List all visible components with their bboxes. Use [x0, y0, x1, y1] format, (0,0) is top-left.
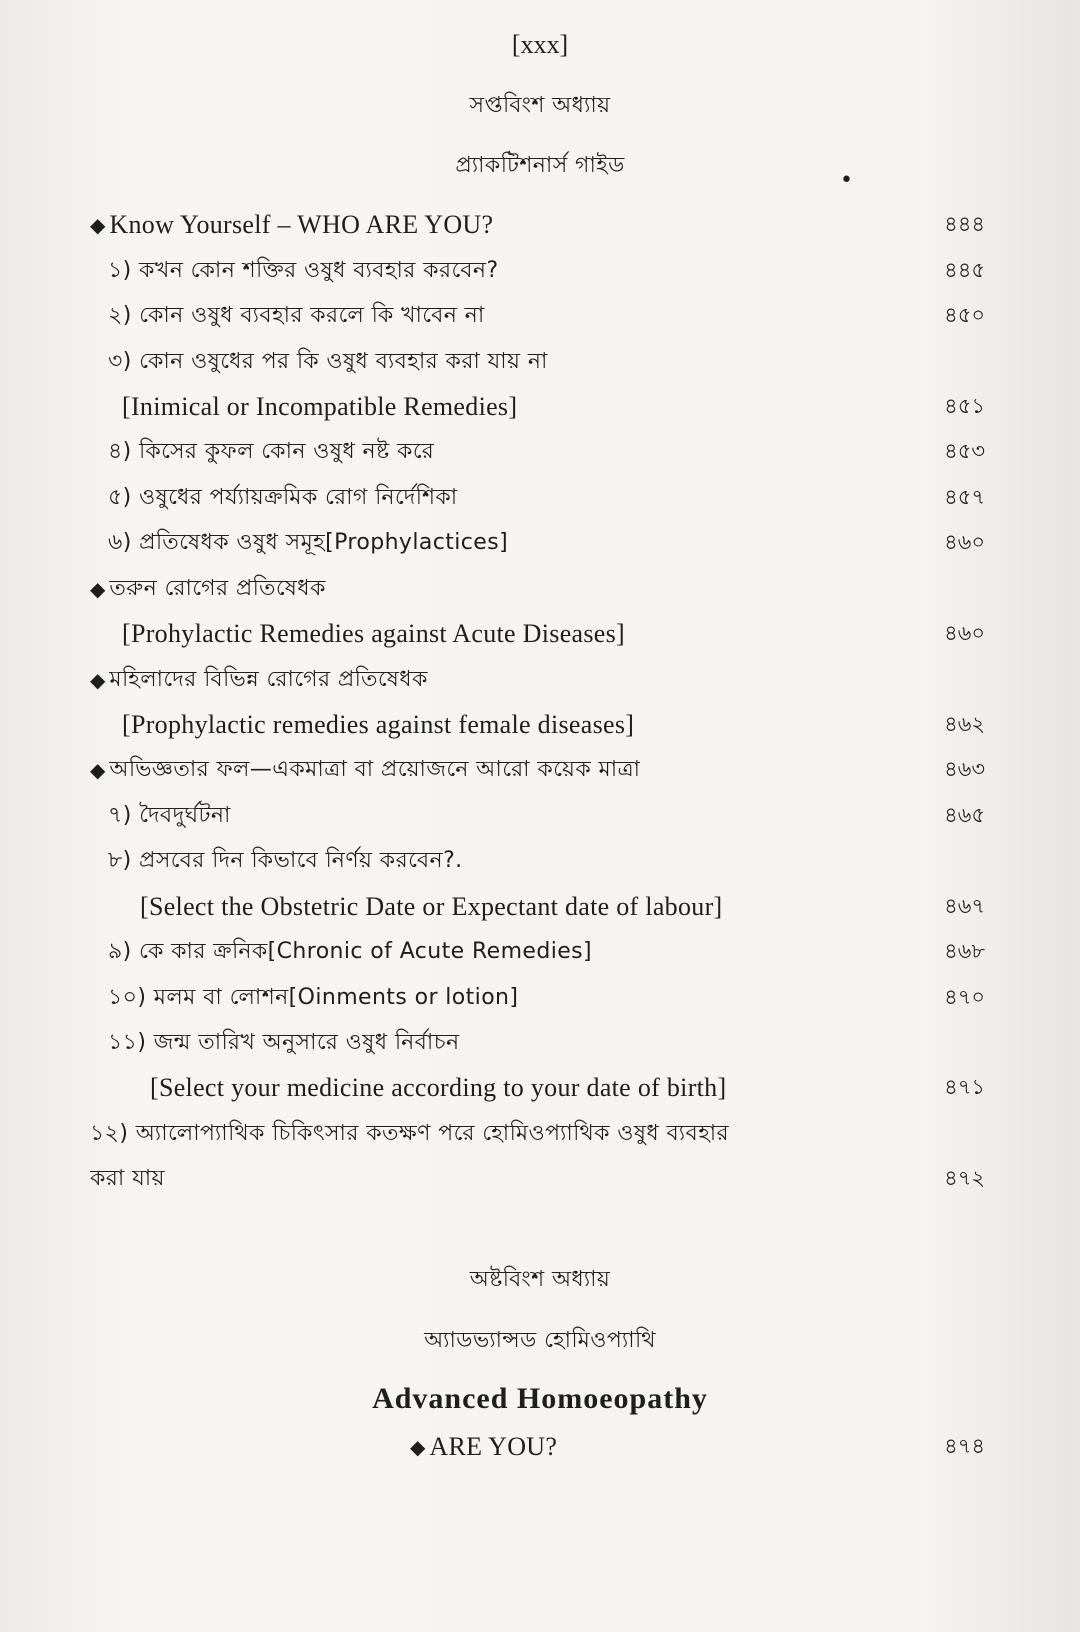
- entry-page: ৪৭১: [944, 1074, 985, 1099]
- diamond-icon: ◆: [90, 758, 106, 782]
- entry-text: [Select the Obstetric Date or Expectant date of labour]: [140, 892, 723, 921]
- entry-text: ১১) জন্ম তারিখ অনুসারে ওষুধ নির্বাচন: [108, 1029, 460, 1055]
- entry-text: অভিজ্ঞতার ফল—একমাত্রা বা প্রয়োজনে আরো কয়েক মাত্রা: [109, 756, 641, 782]
- chapter-38-heading: অষ্টবিংশ অধ্যায়: [469, 1267, 611, 1292]
- entry-page: ৪৫০: [944, 302, 985, 327]
- toc-entry: [90, 930, 985, 974]
- toc-entry: [90, 794, 985, 838]
- entry-text: [Inimical or Incompatible Remedies]: [122, 392, 518, 421]
- entry-text: ৯) কে কার ক্রনিক[Chronic of Acute Remedies]: [108, 938, 593, 964]
- entry-text: তরুন রোগের প্রতিষেধক: [109, 575, 326, 601]
- entry-text: ৩) কোন ওষুধের পর কি ওষুধ ব্যবহার করা যায় না: [108, 348, 548, 374]
- entry-page: ৪৭০: [944, 984, 985, 1009]
- diamond-icon: ◆: [90, 668, 106, 692]
- toc-entry: [90, 476, 985, 520]
- entry-text: ৮) প্রসবের দিন কিভাবে নির্ণয় করবেন?.: [108, 847, 463, 873]
- entry-page: ৪৬২: [944, 711, 985, 736]
- page-number: [xxx]: [511, 30, 569, 59]
- entry-text: ১) কখন কোন শক্তির ওষুধ ব্যবহার করবেন?: [108, 257, 499, 283]
- entry-page: ৪৪৪: [944, 211, 985, 236]
- diamond-icon: ◆: [90, 577, 106, 601]
- toc-entry: [90, 294, 985, 338]
- entry-page: ৪৫৭: [944, 484, 985, 509]
- diamond-icon: ◆: [410, 1435, 426, 1459]
- entry-page: ৪৬০: [944, 529, 985, 554]
- toc-entry: [90, 839, 985, 883]
- toc-entry: [90, 249, 985, 293]
- entry-page: ৪৬৭: [944, 893, 985, 918]
- entry-text: করা যায়: [90, 1165, 165, 1191]
- toc-entry: [90, 1425, 985, 1469]
- entry-page: ৪৪৫: [944, 257, 985, 282]
- entry-text: ৬) প্রতিষেধক ওষুধ সমূহ[Prophylactices]: [108, 529, 509, 555]
- toc-entry: [90, 703, 985, 747]
- entry-text: [Prophylactic remedies against female diseases]: [122, 710, 635, 739]
- toc-entry: [90, 430, 985, 474]
- toc-entry: [90, 748, 985, 792]
- entry-page: ৪৬০: [944, 620, 985, 645]
- entry-text: ARE YOU?: [429, 1432, 558, 1461]
- entry-text: Know Yourself – WHO ARE YOU?: [109, 210, 494, 239]
- toc-entry: [90, 1157, 985, 1201]
- toc-entry: [90, 385, 985, 429]
- toc-entry: [90, 1112, 985, 1156]
- entry-text: ২) কোন ওষুধ ব্যবহার করলে কি খাবেন না: [108, 302, 485, 328]
- toc-entry: [90, 976, 985, 1020]
- toc-entry: [90, 567, 985, 611]
- toc-entry: [90, 612, 985, 656]
- chapter-38-title: অ্যাডভ্যান্সড হোমিওপ্যাথি: [424, 1328, 656, 1353]
- toc-entry: [90, 885, 985, 929]
- entry-text: ১২) অ্যালোপ্যাথিক চিকিৎসার কতক্ষণ পরে হোমিওপ্যাথিক ওষুধ ব্যবহার: [90, 1120, 730, 1146]
- toc-entry: [90, 1066, 985, 1110]
- toc-entry: [90, 203, 985, 247]
- entry-page: ৪৭৪: [944, 1433, 985, 1458]
- entry-page: ৪৭২: [944, 1165, 985, 1190]
- diamond-icon: ◆: [90, 213, 106, 237]
- entry-page: ৪৫১: [944, 393, 985, 418]
- entry-text: ৪) কিসের কুফল কোন ওষুধ নষ্ট করে: [108, 438, 435, 464]
- toc-entry: [90, 1021, 985, 1065]
- entry-text: ৫) ওষুধের পর্য্যায়ক্রমিক রোগ নির্দেশিকা: [108, 484, 458, 510]
- entry-text: মহিলাদের বিভিন্ন রোগের প্রতিষেধক: [109, 666, 428, 692]
- chapter-38-title-english: Advanced Homoeopathy: [372, 1382, 708, 1415]
- toc-entry: [90, 340, 985, 384]
- entry-page: ৪৬৮: [944, 938, 985, 963]
- entry-text: ১০) মলম বা লোশন[Oinments or lotion]: [108, 984, 519, 1010]
- toc-entry: [90, 658, 985, 702]
- entry-text: [Prohylactic Remedies against Acute Diseases]: [122, 619, 626, 648]
- bullet-mark: •: [840, 168, 853, 193]
- entry-page: ৪৬৫: [944, 802, 985, 827]
- chapter-37-title: প্র্যাকটিশনার্স গাইড: [455, 153, 625, 178]
- entry-text: ৭) দৈবদুর্ঘটনা: [108, 802, 231, 828]
- toc-entry: [90, 521, 985, 565]
- chapter-37-heading: সপ্তবিংশ অধ্যায়: [469, 93, 611, 118]
- entry-page: ৪৬৩: [944, 756, 985, 781]
- entry-page: ৪৫৩: [944, 438, 985, 463]
- entry-text: [Select your medicine according to your date of birth]: [150, 1073, 727, 1102]
